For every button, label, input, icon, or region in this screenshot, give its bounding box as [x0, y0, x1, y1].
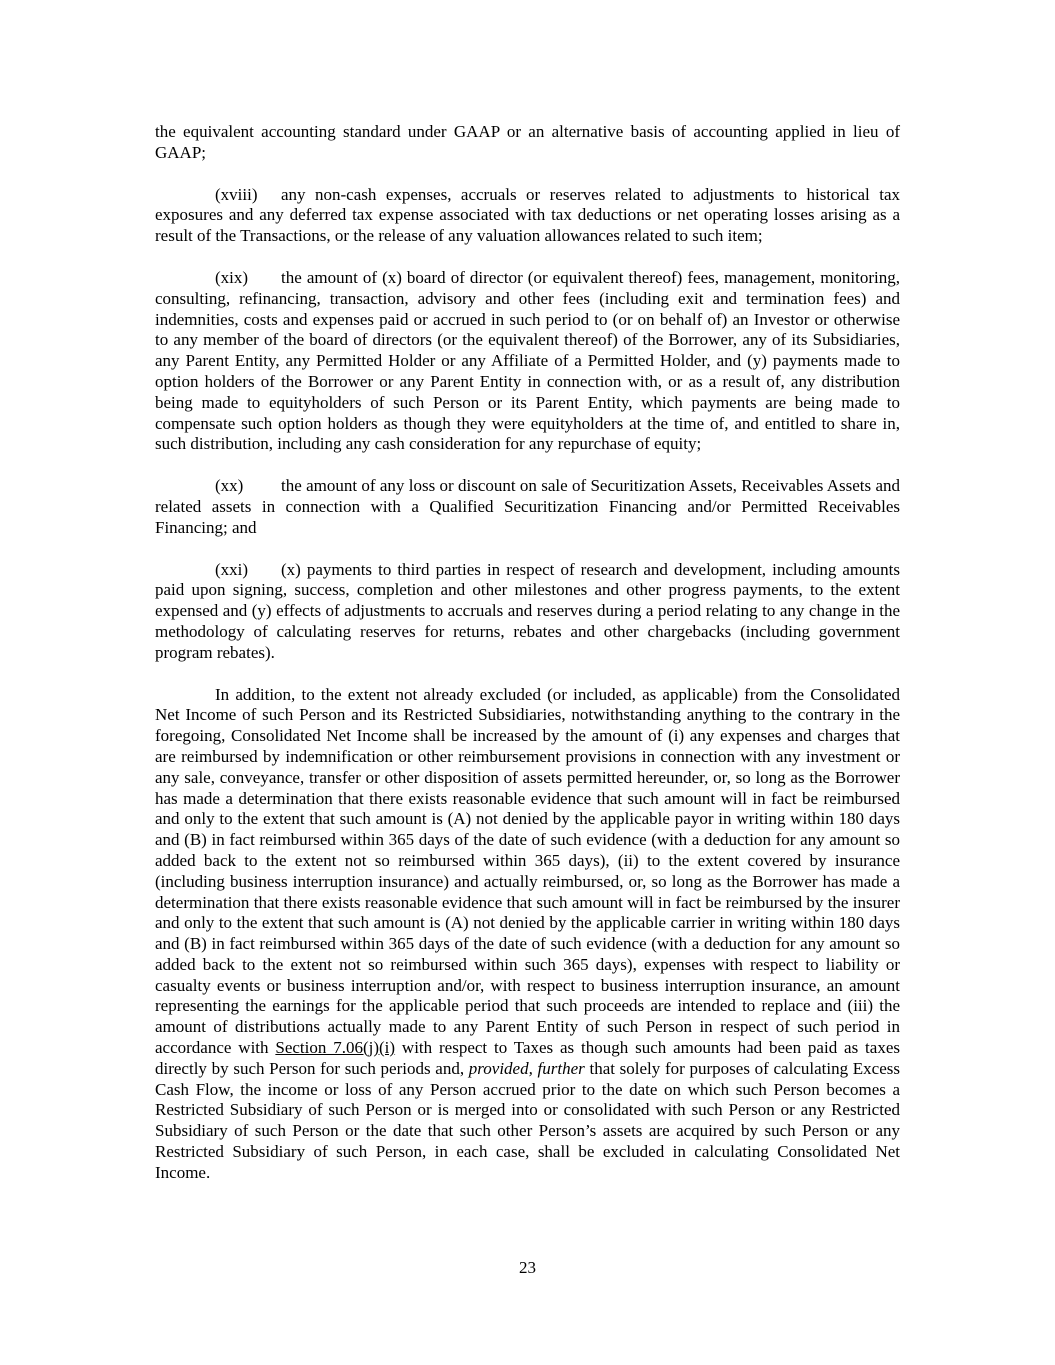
list-item-text: the amount of any loss or discount on sale of Securitization Assets, Receivables Assets and related assets in connection with a Qualified Securitization Financing and/or Permitted Receivables Financing; and	[155, 476, 900, 537]
list-item-xviii	[155, 185, 900, 247]
list-item-marker: (xx)	[215, 476, 244, 496]
document-body	[155, 122, 900, 1205]
page-footer	[0, 1258, 1055, 1279]
list-item-xix	[155, 268, 900, 455]
paragraph-continuation	[155, 122, 900, 164]
list-item-xxi	[155, 560, 900, 664]
proviso-emphasis: provided, further	[468, 1058, 585, 1078]
list-item-marker: (xix)	[215, 267, 249, 287]
list-item-xx	[155, 476, 900, 538]
list-item-text: (x) payments to third parties in respect of research and development, including amounts paid upon signing, success, completion and other milestones and other progress payments, to the extent expensed and (y) effects of adjustments to accruals and reserves during a period relating to any change in the methodology of calculating reserves for returns, rebates and other chargebacks (including government program rebates).	[155, 559, 900, 662]
list-item-marker: (xviii)	[215, 184, 258, 204]
page-number: 23	[519, 1258, 536, 1277]
section-cross-reference: Section 7.06(j)(i)	[275, 1038, 396, 1058]
paragraph-in-addition	[155, 685, 900, 1184]
list-item-marker: (xxi)	[215, 559, 249, 579]
paragraph-text: the equivalent accounting standard under GAAP or an alternative basis of accounting applied in lieu of GAAP;	[155, 122, 900, 162]
list-item-text: the amount of (x) board of director (or equivalent thereof) fees, management, monitoring, consulting, refinancing, transaction, advisory and other fees (including exit and termination fees) and indemnities, costs and expenses paid or accrued in such period to (or on behalf of) an Investor or otherwise to any member of the board of directors (or the equivalent thereof) of the Borrower, any of its Subsidiaries, any Parent Entity, any Permitted Holder or any Affiliate of a Permitted Holder, and (y) payments made to option holders of the Borrower or any Parent Entity in connection with, or as a result of, any distribution being made to equityholders of such Person or its Parent Entity, which payments are being made to compensate such option holders as though they were equityholders at the time of, and entitled to share in, such distribution, including any cash consideration for any repurchase of equity;	[155, 267, 900, 454]
paragraph-segment: with respect to Taxes as though such amounts had been paid as taxes directly by such Person for such periods and,	[155, 1038, 900, 1078]
paragraph-segment: In addition, to the extent not already excluded (or included, as applicable) from the Consolidated Net Income of such Person and its Restricted Subsidiaries, notwithstanding anything to the contrary in the foregoing, Consolidated Net Income shall be increased by the amount of (i) any expenses and charges that are reimbursed by indemnification or other reimbursement provisions in connection with any investment or any sale, conveyance, transfer or other disposition of assets permitted hereunder, or, so long as the Borrower has made a determination that there exists reasonable evidence that such amount will in fact be reimbursed and only to the extent that such amount is (A) not denied by the applicable payor in writing within 180 days and (B) in fact reimbursed within 365 days of the date of such evidence (with a deduction for any amount so added back to the extent not so reimbursed within 365 days), (ii) to the extent covered by insurance (including business interruption insurance) and actually reimbursed, or, so long as the Borrower has made a determination that there exists reasonable evidence that such amount will in fact be reimbursed by the insurer and only to the extent that such amount is (A) not denied by the applicable carrier in writing within 180 days and (B) in fact reimbursed within 365 days of the date of such evidence (with a deduction for any amount so added back to the extent not so reimbursed within such 365 days), expenses with respect to liability or casualty events or business interruption and/or, with respect to business interruption insurance, an amount representing the earnings for the applicable period that such proceeds are intended to replace and (iii) the amount of distributions actually made to any Parent Entity of such Person in respect of such period in accordance with	[155, 684, 900, 1058]
list-item-text: any non-cash expenses, accruals or reserves related to adjustments to historical tax exposures and any deferred tax expense associated with tax deductions or net operating losses arising as a result of the Transactions, or the release of any valuation allowances related to such item;	[155, 184, 900, 246]
paragraph-segment: that solely for purposes of calculating Excess Cash Flow, the income or loss of any Person accrued prior to the date on which such Person becomes a Restricted Subsidiary of such Person or is merged into or consolidated with such Person or any Restricted Subsidiary of such Person or the date that such other Person’s assets are acquired by such Person or any Restricted Subsidiary of such Person, in each case, shall be excluded in calculating Consolidated Net Income.	[155, 1058, 900, 1182]
